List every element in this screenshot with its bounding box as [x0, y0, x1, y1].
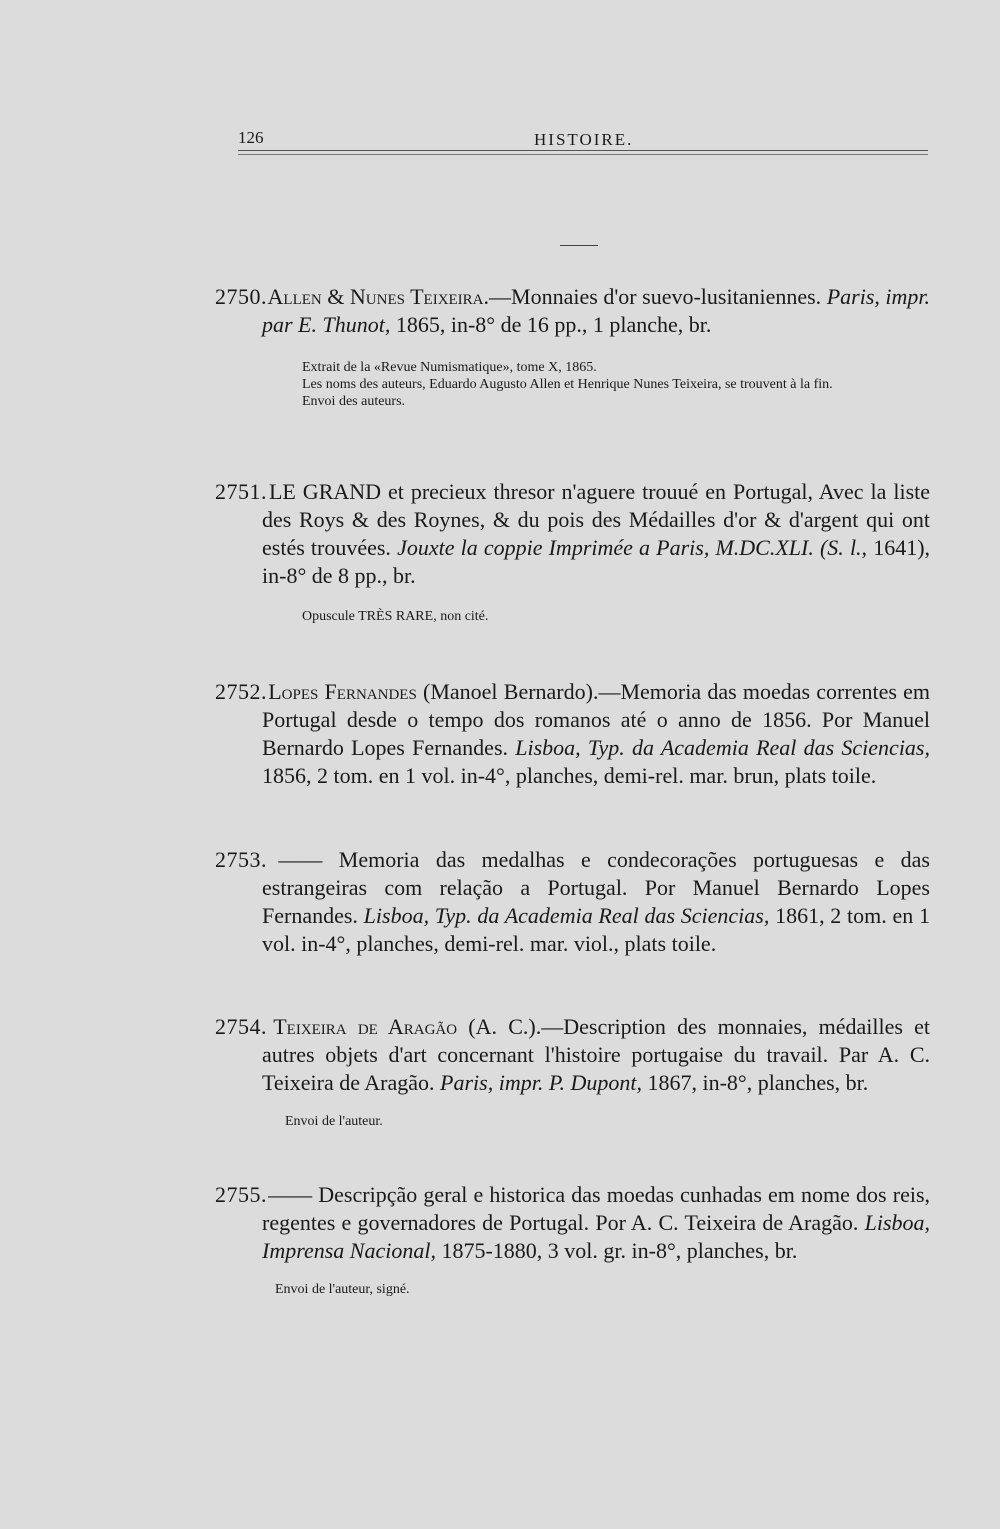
entry-note: Envoi de l'auteur, signé. [275, 1282, 410, 1297]
entry-details: 1856, 2 tom. en 1 vol. in-4°, planches, demi-rel. mar. brun, plats toile. [262, 763, 877, 788]
entry-dash: —— [268, 1182, 313, 1207]
page-number: 126 [238, 128, 264, 147]
catalogue-entry-2754 [215, 1013, 930, 1130]
entry-dash: — [541, 1014, 564, 1039]
entry-dash: — [489, 284, 512, 309]
entry-details: 1641), in-8° de 8 pp., br. [262, 535, 931, 588]
entry-imprint: Lisboa, Typ. da Academia Real das Sciencias, [515, 735, 930, 760]
entry-imprint: Lisboa, Imprensa Nacional, [262, 1210, 931, 1263]
entry-imprint: Paris, impr. P. Dupont, [440, 1070, 642, 1095]
catalogue-entry-2751 [215, 478, 930, 625]
entry-title: Description des monnaies, médailles et autres objets d'art concernant l'histoire portugaise du travail. Par A. C. Teixeira de Aragão. [262, 1014, 931, 1095]
catalogue-entry-2755 [215, 1181, 930, 1298]
entry-number: 2755. [215, 1182, 267, 1207]
entry-text [215, 678, 930, 790]
entry-title: Descripção geral e historica das moedas cunhadas em nome dos reis, regentes e governadores de Portugal. Por A. C. Teixeira de Aragão. [262, 1182, 931, 1235]
entry-text [215, 478, 930, 590]
entry-title: Memoria das medalhas e condecorações portuguesas e das estrangeiras com relação a Portugal. Por Manuel Bernardo Lopes Fernandes. [262, 847, 930, 928]
entry-note: Extrait de la «Revue Numismatique», tome X, 1865. [302, 360, 597, 375]
entry-note: Les noms des auteurs, Eduardo Augusto Allen et Henrique Nunes Teixeira, se trouvent à la fin. [302, 377, 833, 392]
catalogue-entry-2752 [215, 678, 930, 790]
catalogue-entry-2750 [215, 283, 930, 410]
entry-details: 1861, 2 tom. en 1 vol. in-4°, planches, demi-rel. mar. viol., plats toile. [262, 903, 930, 956]
entry-author-forename: (A. C.). [468, 1014, 542, 1039]
entry-details: 1875-1880, 3 vol. gr. in-8°, planches, br. [441, 1238, 798, 1263]
entry-text [215, 1181, 930, 1265]
entry-author: Lopes Fernandes [268, 679, 417, 704]
entry-details: 1867, in-8°, planches, br. [647, 1070, 869, 1095]
entry-author: Allen & Nunes Teixeira. [267, 284, 490, 309]
entry-imprint: Lisboa, Typ. da Academia Real das Sciencias, [363, 903, 770, 928]
entry-number: 2754. [215, 1014, 267, 1039]
entry-number: 2750. [215, 284, 267, 309]
entry-dash: — [598, 679, 621, 704]
entry-number: 2753. [215, 847, 267, 872]
page-header [238, 128, 928, 162]
header-rule-double [238, 154, 928, 155]
entry-imprint: Jouxte la coppie Imprimée a Paris, M.DC.XLI. (S. l., [397, 535, 868, 560]
entry-details: 1865, in-8° de 16 pp., 1 planche, br. [395, 312, 712, 337]
running-head: HISTOIRE. [534, 130, 634, 149]
entry-text [215, 283, 930, 339]
entry-text [215, 1013, 930, 1097]
section-separator [560, 245, 598, 246]
entry-note: Envoi de l'auteur. [285, 1114, 383, 1129]
entry-dash: —— [278, 847, 323, 872]
entry-title: Monnaies d'or suevo-lusitaniennes. [511, 284, 822, 309]
header-rule [238, 150, 928, 151]
entry-title: LE GRAND et precieux thresor n'aguere trouué en Portugal, Avec la liste des Roys & des Roynes, & du pois des Médailles d'or & d'argent qui ont estés trouvées. [262, 479, 931, 560]
entry-note: Opuscule TRÈS RARE, non cité. [302, 609, 489, 624]
entry-note: Envoi des auteurs. [302, 394, 406, 409]
catalogue-entry-2753 [215, 846, 930, 958]
entry-author: Teixeira de Aragão [273, 1014, 458, 1039]
entry-number: 2751. [215, 479, 267, 504]
entry-author-forename: (Manoel Bernardo). [423, 679, 599, 704]
entry-number: 2752. [215, 679, 267, 704]
entry-title: Memoria das moedas correntes em Portugal desde o tempo dos romanos até o anno de 1856. Por Manuel Bernardo Lopes Fernandes. [262, 679, 930, 760]
entry-imprint: Paris, impr. par E. Thunot, [262, 284, 931, 337]
entry-text [215, 846, 930, 958]
